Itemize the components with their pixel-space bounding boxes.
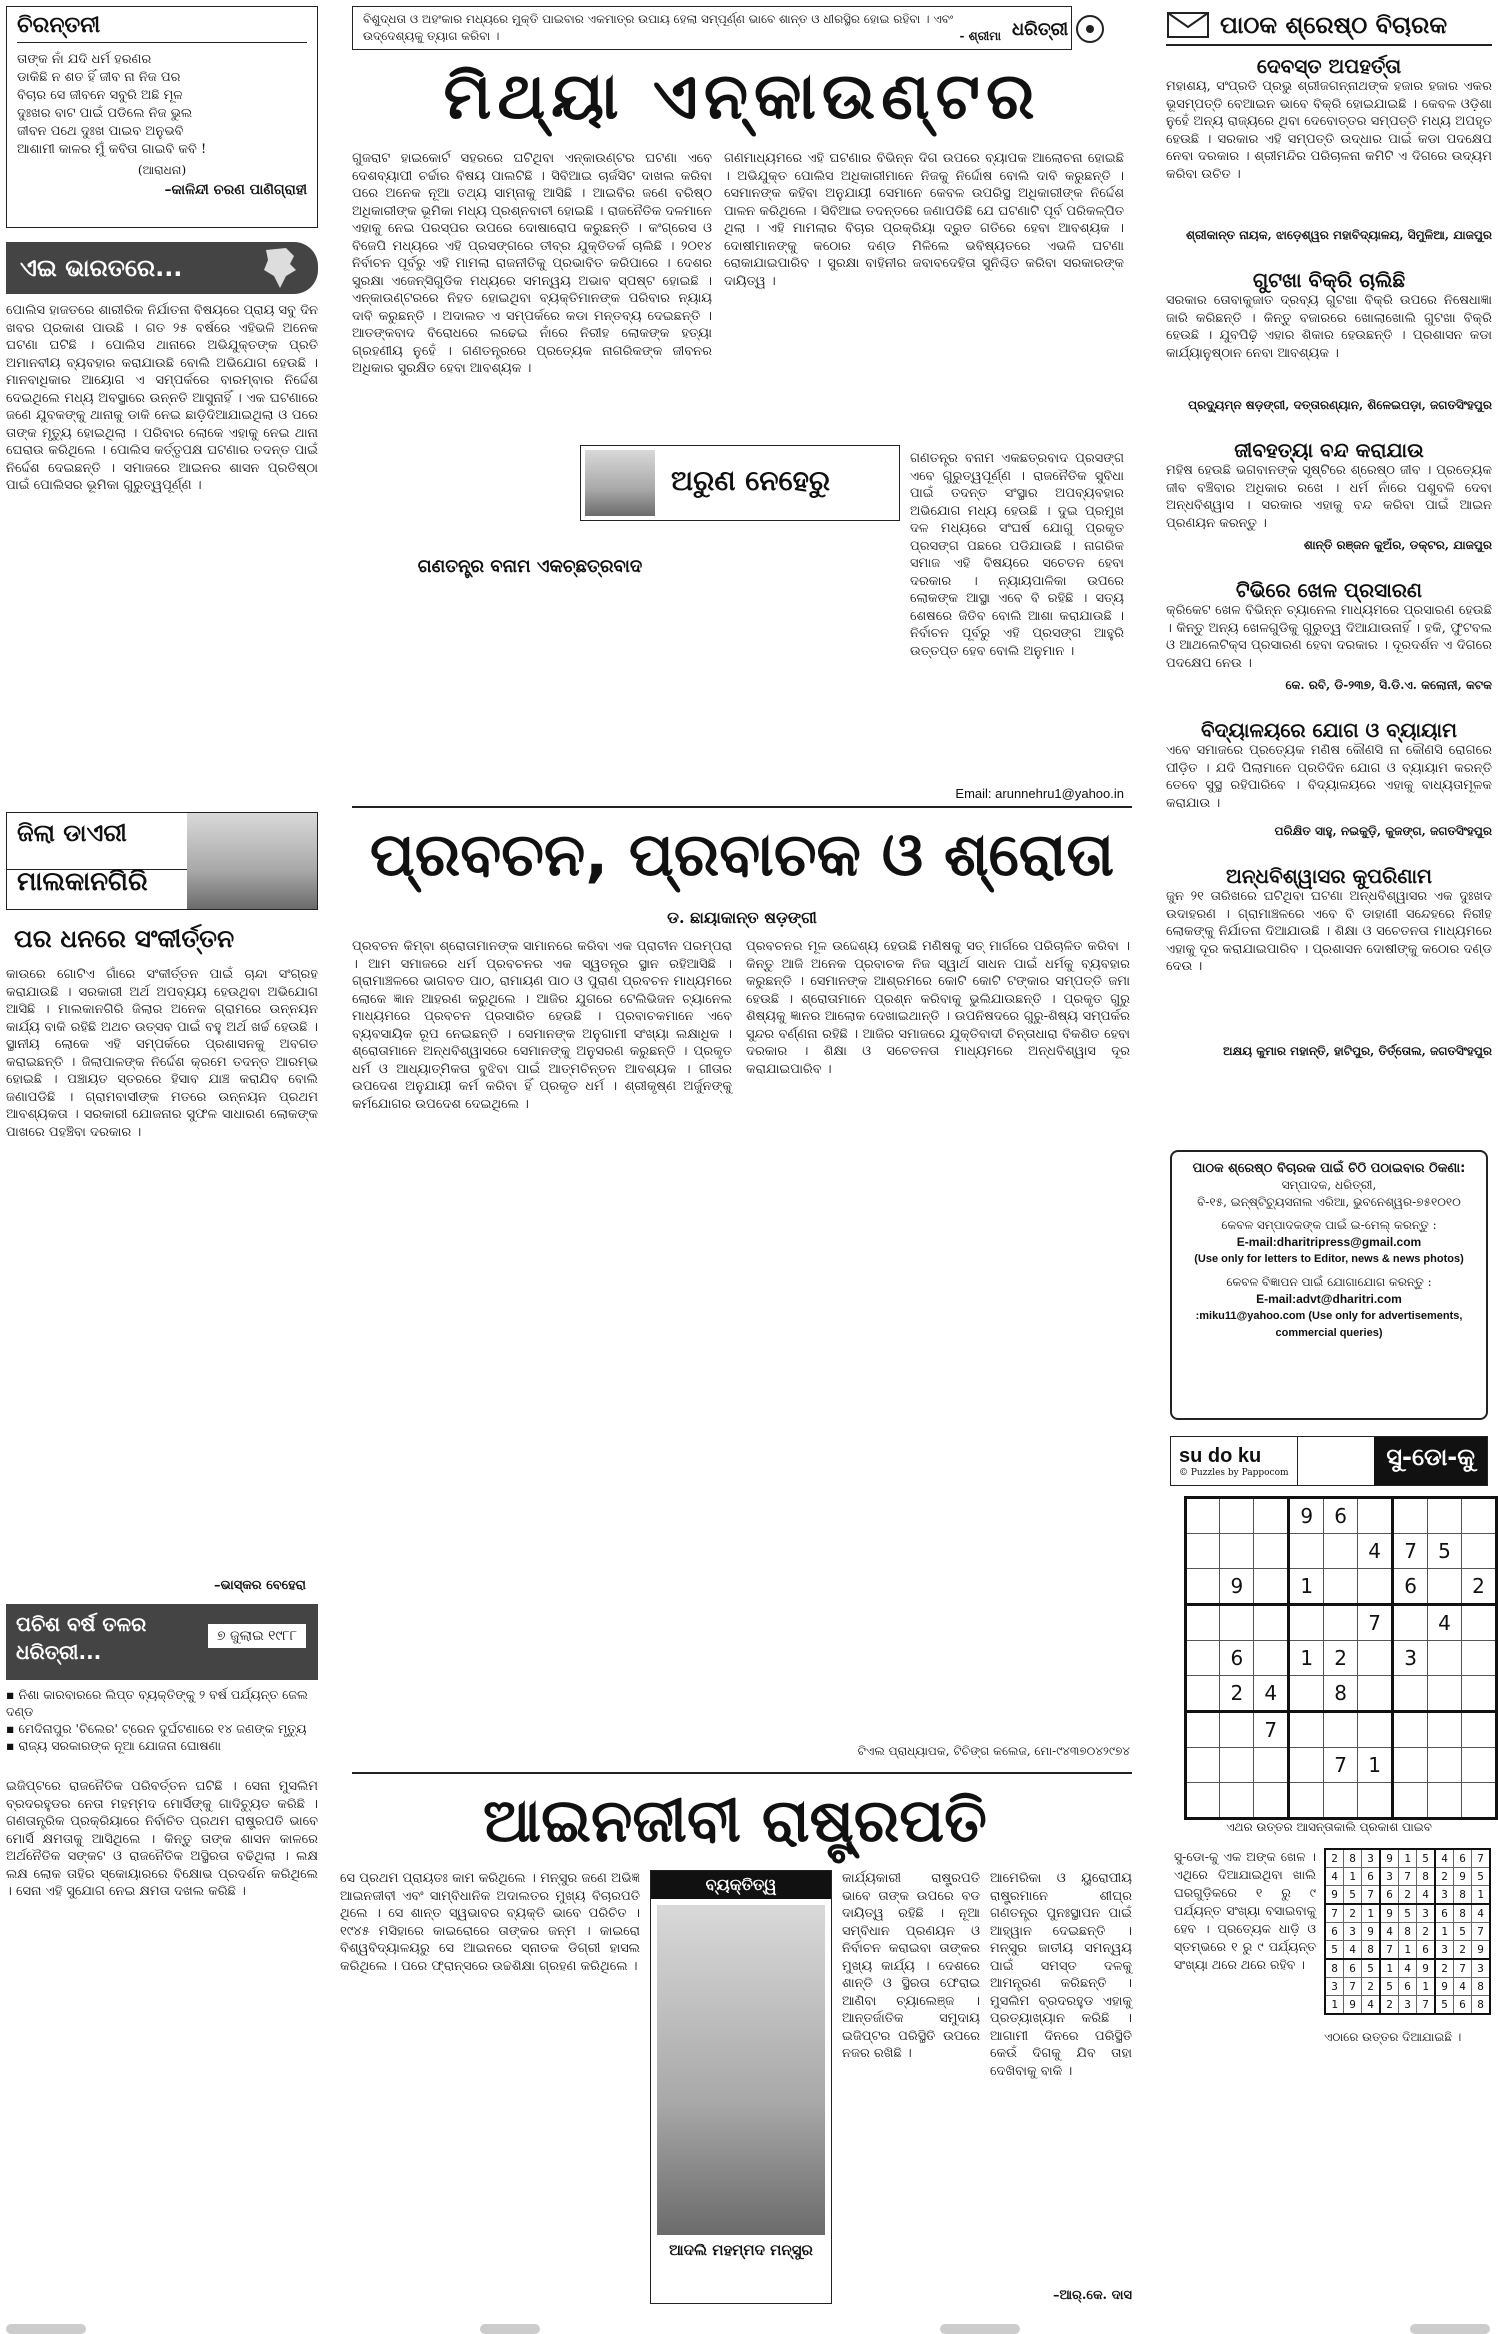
address-line: ବି-୧୫, ଇନ୍‌ଷ୍ଟିଚ୍ୟୁସନାଲ ଏରିଆ, ଭୁବନେଶ୍ୱର-୭୫୧୦୧୦ [1197,1195,1461,1209]
grid-row [1325,1868,1490,1886]
sudoku-title: ସୁ-ଡୋ-କୁ [1374,1437,1487,1485]
pachisa-item: ▪ ମେଦିନାପୁର 'ଚିଲେର' ଟ୍ରେନ ଦୁର୍ଘଟଣାରେ ୧୪ ଜଣଙ୍କ ମୃତ୍ୟୁ [6,1721,307,1736]
solution-cell: 8 [1454,1904,1472,1923]
letter-text: ଏବେ ସମାଜରେ ପ୍ରତ୍ୟେକ ମଣିଷ କୌଣସି ନା କୌଣସି ରୋଗରେ ପୀଡ଼ିତ । ଯଦି ପିଲାମାନେ ପ୍ରତିଦିନ ଯୋଗ ଓ ବ୍ୟାୟାମ କରନ୍ତି ତେବେ ସୁସ୍ଥ ରହିପାରିବେ । ବିଦ୍ୟାଳୟରେ ଏହାକୁ ବାଧ୍ୟତାମୂଳକ କରାଯାଉ । [1166,743,1497,811]
sudoku-cell[interactable] [1462,1783,1497,1819]
quote-text: ବିଶୁଦ୍ଧତା ଓ ଅହଂକାର ମଧ୍ୟରେ ମୁକ୍ତି ପାଇବାର ଏକମାତ୍ର ଉପାୟ ହେଲା ସମ୍ପୂର୍ଣ୍ଣ ଭାବେ ଶାନ୍ତ ଓ ଧୀରସ୍ଥିର ହୋଇ ରହିବା । ଏବଂ ଉଦ୍‌ଦେଶ୍ୟକୁ ତ୍ୟାଗ କରିବା । [363,12,954,43]
solution-cell: 9 [1417,1959,1436,1978]
poem-line: ଡାକିଛି ନ ଶତ ହିଁ ଜୀବ ନା ନିଜ ପର [17,70,181,85]
sudoku-cell[interactable]: 2 [1324,1641,1358,1676]
page-bottom-strip [940,2324,1020,2334]
email-editor-note: (Use only for letters to Editor, news & news photos) [1194,1253,1464,1265]
solution-cell: 4 [1435,1849,1454,1868]
solution-cell: 8 [1472,1996,1491,2015]
solution-cell: 7 [1417,1996,1436,2015]
pachisa-item: ▪ ନିଶା କାରବାରରେ ଲିପ୍ତ ବ୍ୟକ୍ତିଙ୍କୁ ୨ ବର୍ଷ ପର୍ଯ୍ୟନ୍ତ ଜେଲ ଦଣ୍ଡ [6,1687,308,1719]
solution-cell: 5 [1399,1904,1417,1923]
sudoku-cell[interactable] [1358,1783,1393,1819]
sudoku-cell[interactable] [1186,1569,1220,1605]
solution-cell: 2 [1417,1923,1436,1941]
sudoku-cell[interactable]: 2 [1220,1676,1254,1712]
ei-bharatare-banner [6,242,318,294]
solution-cell: 7 [1399,1868,1417,1886]
solution-cell: 8 [1344,1849,1362,1868]
letter-author: ଶ୍ରୀକାନ୍ତ ନାୟକ, ଝାଡ଼େଶ୍ୱର ମହାବିଦ୍ୟାଳୟ, ସିମୁଳିଆ, ଯାଜପୁର [1185,228,1492,242]
solution-cell: 1 [1344,1868,1362,1886]
sudoku-footer: ଏଠାରେ ଉତ୍ତର ଦିଆଯାଇଛି । [1324,2030,1462,2044]
solution-cell: 5 [1472,1868,1491,1886]
india-map-icon [256,246,304,290]
solution-cell: 6 [1454,1849,1472,1868]
letter-author: ପରିକ୍ଷିତ ସାହୁ, ନଇକୁଡ଼ି, କୁଜଙ୍ଗ, ଜଗତସିଂହପୁର [1274,824,1492,838]
sudoku-header [1170,1436,1488,1486]
byakti-box [650,1870,832,2304]
sudoku-cell[interactable] [1324,1569,1358,1605]
solution-cell: 4 [1344,1941,1362,1960]
third-headline: ଆଇନଜୀବୀ ରାଷ୍ଟ୍ରପତି [483,1786,987,1856]
letter-author: କେ. ରବି, ଡି-୨୩୭, ସି.ଡି.ଏ. କଲୋନୀ, କଟକ [1285,678,1492,692]
grid-row [1186,1748,1497,1783]
poem-line: ଦୁଃଖର ବାଟ ପାଇଁ ପଡିଲେ ନିଜ ଭୁଲ [17,106,193,121]
para-dhana-title: ପର ଧନରେ ସଂକୀର୍ତ୍ତନ [14,924,235,953]
chirantani-box [6,6,318,228]
letter-author: ପ୍ରଦ୍ୟୁମ୍ନ ଷଡ଼ଙ୍ଗୀ, ଦତ୍ତାରଣ୍ୟାନ, ଶିଳେଇପଡ଼ା, ଜଗତସିଂହପୁର [1188,398,1492,412]
sudoku-cell[interactable] [1393,1498,1428,1534]
solution-cell: 4 [1325,1868,1344,1886]
letter-title: ଦେବସ୍ତ ଅପହର୍ତ୍ତା [1256,54,1402,78]
quote-author: - ଶ୍ରୀମା [959,29,1001,43]
sudoku-answer-note: ଏଥର ଉତ୍ତର ଆସନ୍ତାକାଲି ପ୍ରକାଶ ପାଇବ [1226,1820,1432,1834]
grid-row [1186,1641,1497,1676]
sudoku-cell[interactable] [1289,1712,1324,1748]
sudoku-cell[interactable]: 7 [1254,1712,1289,1748]
third-end-author: –ଆର୍.କେ. ଦାସ [1052,2288,1132,2303]
second-byline: ଡ. ଛାୟାକାନ୍ତ ଷଡ଼ଙ୍ଗୀ [667,908,817,927]
letter-item [1166,438,1497,578]
sudoku-cell[interactable] [1186,1605,1220,1641]
solution-cell: 9 [1325,1886,1344,1905]
sudoku-cell[interactable]: 4 [1254,1676,1289,1712]
main-story-col1: ଗୁଜରାଟ ହାଇକୋର୍ଟ ସହରରେ ଘଟିଥିବା ଏନ୍‌କାଉଣ୍ଟର ଘଟଣା ଏବେ ଦେଶବ୍ୟାପୀ ଚର୍ଚ୍ଚାର ବିଷୟ ପାଲଟିଛି । ସିବିଆଇ ଚାର୍ଜସିଟ ଦାଖଲ କରିବା ପରେ ଅନେକ ନୂଆ ତଥ୍ୟ ସାମ୍ନାକୁ ଆସିଛି । ଆଇବିର ଜଣେ ବରିଷ୍ଠ ଅଧିକାରୀଙ୍କ ଭୂମିକା ମଧ୍ୟ ପ୍ରଶ୍ନବାଚୀ ହୋଇଛି । ରାଜନୈତିକ ଦଳମାନେ ଏହାକୁ ନେଇ ପରସ୍ପର ଉପରେ ଦୋଷାରୋପ କରୁଛନ୍ତି । କଂଗ୍ରେସ ଓ ବିଜେପି ମଧ୍ୟରେ ଏହି ପ୍ରସଙ୍ଗରେ ତୀବ୍ର ଯୁକ୍ତିତର୍କ ଚାଲିଛି । ୨୦୧୪ ନିର୍ବାଚନ ପୂର୍ବରୁ ଏହି ମାମଲା ରାଜନୀତିକୁ ପ୍ରଭାବିତ କରିପାରେ । ଦେଶର ସୁରକ୍ଷା ଏଜେନ୍ସିଗୁଡିକ ମଧ୍ୟରେ ସମନ୍ୱୟ ଅଭାବ ସ୍ପଷ୍ଟ ହୋଇଛି । ଏନ୍‌କାଉଣ୍ଟରରେ ନିହତ ହୋଇଥିବା ବ୍ୟକ୍ତିମାନଙ୍କ ପରିବାର ନ୍ୟାୟ ଦାବି କରୁଛନ୍ତି । ଅଦାଲତ ଏ ସମ୍ପର୍କରେ କଡା ମନ୍ତବ୍ୟ ଦେଇଛନ୍ତି । ଆତଙ୍କବାଦ ବିରୋଧରେ ଲଢେଇ ନାଁରେ ନିରୀହ ଲୋକଙ୍କ ହତ୍ୟା ଗ୍ରହଣୀୟ ନୁହେଁ । ଗଣତନ୍ତ୍ରରେ ପ୍ରତ୍ୟେକ ନାଗରିକଙ୍କ ଜୀବନର ଅଧିକାର ସୁରକ୍ଷିତ ହେବା ଆବଶ୍ୟକ । [352,151,717,376]
ei-bharatare-text: ପୋଲିସ ହାଜତରେ ଶାରୀରିକ ନିର୍ଯାତନା ବିଷୟରେ ପ୍ରାୟ ସବୁ ଦିନ ଖବର ପ୍ରକାଶ ପାଉଛି । ଗତ ୨୫ ବର୍ଷରେ ଏହିଭଳି ଅନେକ ଘଟଣା ଘଟିଛି । ପୋଲିସ ଥାନାରେ ଅଭିଯୁକ୍ତଙ୍କ ପ୍ରତି ଅମାନବୀୟ ବ୍ୟବହାର କରାଯାଉଛି ବୋଲି ଅଭିଯୋଗ ହେଉଛି । ମାନବାଧିକାର ଆୟୋଗ ଏ ସମ୍ପର୍କରେ ବାରମ୍ବାର ନିର୍ଦ୍ଦେଶ ଦେଇଥିଲେ ମଧ୍ୟ ଅବସ୍ଥାରେ ଉନ୍ନତି ଆସୁନାହିଁ । ଏକ ଘଟଣାରେ ଜଣେ ଯୁବକଙ୍କୁ ଥାନାକୁ ଡାକି ନେଇ ଛାଡ଼ିଦିଆଯାଇଥିଲା ଓ ପରେ ତାଙ୍କ ମୃତ୍ୟୁ ହୋଇଥିଲା । ପରିବାର ଲୋକେ ଏହାକୁ ନେଇ ଥାନା ଘେରାଉ କରିଥିଲେ । ପୋଲିସ କର୍ତ୍ତୃପକ୍ଷ ଘଟଣାର ତଦନ୍ତ ପାଇଁ ନିର୍ଦ୍ଦେଶ ଦେଇଛନ୍ତି । ସମାଜରେ ଆଇନର ଶାସନ ପ୍ରତିଷ୍ଠା ପାଇଁ ପୋଲିସର ଭୂମିକା ଗୁରୁତ୍ୱପୂର୍ଣ୍ଣ । [6,303,323,493]
solution-cell: 4 [1417,1886,1436,1905]
sudoku-grid[interactable] [1184,1496,1498,1820]
solution-cell: 4 [1472,1904,1491,1923]
sudoku-cell[interactable]: 2 [1462,1569,1497,1605]
sudoku-cell[interactable]: 4 [1358,1534,1393,1569]
sudoku-cell[interactable] [1428,1783,1462,1819]
solution-cell: 9 [1380,1904,1399,1923]
sudoku-cell[interactable] [1393,1783,1428,1819]
letter-author: ଅକ୍ଷୟ କୁମାର ମହାନ୍ତି, ହାଟିପୁର, ତିର୍ତ୍ତୋଲ, ଜଗତସିଂହପୁର [1223,1044,1492,1058]
solution-cell: 8 [1417,1868,1436,1886]
sudoku-cell[interactable] [1462,1748,1497,1783]
sudoku-cell[interactable] [1254,1783,1289,1819]
mansour-photo [657,1905,825,2235]
pachisa-item: ▪ ରାଜ୍ୟ ସରକାରଙ୍କ ନୂଆ ଯୋଜନା ଘୋଷଣା [6,1738,221,1753]
solution-cell: 6 [1435,1904,1454,1923]
address-title: ପାଠକ ଶ୍ରେଷ୍ଠ ବିଚାରକ ପାଇଁ ଚିଠି ପଠାଇବାର ଠିକଣା: [1192,1161,1466,1176]
pachisa-items [6,1686,318,1754]
sudoku-cell[interactable] [1358,1569,1393,1605]
poem-line: ତାଙ୍କ ନାଁ ଯଦି ଧର୍ମ ହରଣର [17,52,152,67]
divider [352,1772,1132,1774]
para-dhana-author: –ଭାସ୍କର ବେହେରା [214,1578,306,1593]
sudoku-cell[interactable] [1393,1605,1428,1641]
page-bottom-strip [6,2324,86,2334]
solution-cell: 3 [1417,1904,1436,1923]
dharitri-logo-text: ଧରିତ୍ରୀ [1012,18,1069,40]
solution-cell: 1 [1435,1923,1454,1941]
sudoku-brand-sub: © Puzzles by Pappocom [1179,1467,1289,1478]
solution-cell: 1 [1417,1978,1436,1996]
email-editor[interactable]: E-mail:dharitripress@gmail.com [1236,1235,1422,1249]
second-story-col1: ପ୍ରବଚନ କିମ୍ବା ଶ୍ରୋତାମାନଙ୍କ ସାମାନରେ କରିବା ଏକ ପ୍ରାଚୀନ ପରମ୍ପରା । ଆମ ସମାଜରେ ଧର୍ମ ପ୍ରବଚନର ଏକ ସ୍ୱତନ୍ତ୍ର ସ୍ଥାନ ରହିଆସିଛି । ଗ୍ରାମାଞ୍ଚଳରେ ଭାଗବତ ପାଠ, ରାମାୟଣ ପାଠ ଓ ପୁରାଣ ପ୍ରବଚନ ମାଧ୍ୟମରେ ଲୋକେ ଜ୍ଞାନ ଆହରଣ କରୁଥିଲେ । ଆଜିର ଯୁଗରେ ଟେଲିଭିଜନ ଚ୍ୟାନେଲ ମାଧ୍ୟମରେ ପ୍ରବଚନ ପ୍ରସାରିତ ହେଉଛି । ପ୍ରବାଚକମାନେ ଏବେ ବ୍ୟବସାୟିକ ରୂପ ନେଇଛନ୍ତି । ସେମାନଙ୍କ ଅନୁଗାମୀ ସଂଖ୍ୟା ଲକ୍ଷାଧିକ । ଶ୍ରୋତାମାନେ ଅନ୍ଧବିଶ୍ୱାସରେ ସେମାନଙ୍କୁ ଅନୁସରଣ କରୁଛନ୍ତି । ପ୍ରକୃତ ଧର୍ମ ଓ ଆଧ୍ୟାତ୍ମିକତା ବୁଝିବା ପାଇଁ ଆତ୍ମଚିନ୍ତନ ଆବଶ୍ୟକ । ଗୀତାର ଉପଦେଶ ଅନୁଯାୟୀ କର୍ମ କରିବା ହିଁ ପ୍ରକୃତ ଧର୍ମ । ଶ୍ରୀକୃଷ୍ଣ ଅର୍ଜୁନଙ୍କୁ କର୍ମଯୋଗର ଉପଦେଶ ଦେଇଥିଲେ । [352,939,737,1112]
grid-row [1325,1886,1490,1905]
sudoku-cell[interactable] [1254,1569,1289,1605]
sudoku-cell[interactable] [1220,1498,1254,1534]
page-bottom-strip [1410,2324,1490,2334]
sudoku-cell[interactable] [1358,1498,1393,1534]
sudoku-cell[interactable] [1462,1676,1497,1712]
poem-source: (ଆରାଧନା) [137,163,187,177]
sudoku-cell[interactable] [1220,1748,1254,1783]
solution-cell: 3 [1325,1978,1344,1996]
sudoku-cell[interactable] [1186,1676,1220,1712]
sudoku-cell[interactable]: 3 [1393,1641,1428,1676]
sudoku-cell[interactable]: 1 [1358,1748,1393,1783]
email-advt-2[interactable]: :miku11@yahoo.com (Use only for advertisements, commercial queries) [1195,1310,1463,1339]
solution-cell: 9 [1472,1941,1491,1960]
chirantani-title: ଚିରନ୍ତନୀ [17,13,307,43]
solution-cell: 9 [1362,1923,1381,1941]
poem-line: ବିଚାର ସେ ଜୀବନେ ସବୁରି ଅଛି ମୂଳ [17,88,183,103]
letter-item [1166,718,1497,864]
solution-cell: 5 [1454,1923,1472,1941]
sudoku-cell[interactable] [1186,1641,1220,1676]
solution-grid [1324,1848,1491,2015]
grid-row [1186,1534,1497,1569]
grid-row [1186,1676,1497,1712]
grid-row [1325,1941,1490,1960]
grid-row [1186,1569,1497,1605]
sudoku-cell[interactable]: 7 [1324,1748,1358,1783]
solution-cell: 7 [1325,1904,1344,1923]
grid-row [1186,1712,1497,1748]
zilla-name: ମାଲକାନଗିରି [17,867,148,897]
sudoku-cell[interactable] [1289,1748,1324,1783]
sudoku-cell[interactable] [1324,1534,1358,1569]
second-headline: ପ୍ରବଚନ, ପ୍ରବାଚକ ଓ ଶ୍ରୋତା [369,820,1115,890]
solution-cell: 1 [1380,1959,1399,1978]
sudoku-cell[interactable] [1220,1605,1254,1641]
solution-cell: 7 [1362,1886,1381,1905]
solution-cell: 5 [1325,1941,1344,1960]
sudoku-cell[interactable] [1254,1605,1289,1641]
letters-list [1166,54,1497,1084]
sudoku-cell[interactable] [1462,1498,1497,1534]
grid-row [1186,1605,1497,1641]
sudoku-cell[interactable] [1289,1605,1324,1641]
sudoku-cell[interactable]: 6 [1220,1641,1254,1676]
sudoku-cell[interactable] [1186,1712,1220,1748]
letter-text: ଜୁନ ୨୧ ତାରିଖରେ ଘଟିଥିବା ଘଟଣା ଅନ୍ଧବିଶ୍ୱାସର ଏକ ଦୁଃଖଦ ଉଦାହରଣ । ଗ୍ରାମାଞ୍ଚଳରେ ଏବେ ବି ଡାହାଣୀ ସନ୍ଦେହରେ ନିରୀହ ଲୋକଙ୍କୁ ନିର୍ଯାତନା ଦିଆଯାଉଛି । ଶିକ୍ଷା ଓ ସଚେତନତା ମାଧ୍ୟମରେ ଏହାକୁ ଦୂର କରାଯାଇପାରିବ । ପ୍ରଶାସନ ଦୋଷୀଙ୍କୁ କଠୋର ଦଣ୍ଡ ଦେଉ । [1166,889,1497,974]
sudoku-cell[interactable]: 4 [1428,1605,1462,1641]
poem-author: –କାଳିନ୍ଦୀ ଚରଣ ପାଣିଗ୍ରାହୀ [164,182,307,198]
divider [352,806,1132,808]
sudoku-cell[interactable] [1254,1534,1289,1569]
solution-cell: 2 [1435,1868,1454,1886]
grid-row [1325,1959,1490,1978]
sudoku-cell[interactable] [1324,1605,1358,1641]
sudoku-cell[interactable] [1289,1534,1324,1569]
letter-title: ବିଦ୍ୟାଳୟରେ ଯୋଗ ଓ ବ୍ୟାୟାମ [1200,718,1458,742]
third-story-col2: ସେ ପ୍ରଥମ ପ୍ରାୟତଃ କାମ କରିଥିଲେ । ମନ୍ସୁର ଜଣେ ଅଭିଜ୍ଞ ଆଇନଜୀବୀ ଏବଂ ସାମ୍ବିଧାନିକ ଅଦାଲତର ମୁଖ୍ୟ ବିଚାରପତି ଥିଲେ । ସେ ଶାନ୍ତ ସ୍ୱଭାବର ବ୍ୟକ୍ତି ଭାବେ ପରିଚିତ । ୧୯୪୫ ମସିହାରେ କାଇରୋରେ ତାଙ୍କର ଜନ୍ମ । କାଇରୋ ବିଶ୍ୱବିଦ୍ୟାଳୟରୁ ସେ ଆଇନରେ ସ୍ନାତକ ଡିଗ୍ରୀ ହାସଲ କରିଥିଲେ । ପରେ ଫ୍ରାନ୍ସରେ ଉଚ୍ଚଶିକ୍ଷା ଗ୍ରହଣ କରିଥିଲେ । [340,1871,645,1974]
sudoku-cell[interactable] [1186,1498,1220,1534]
sudoku-cell[interactable]: 6 [1324,1498,1358,1534]
solution-cell: 5 [1362,1959,1381,1978]
main-subhead: ଗଣତନ୍ତ୍ର ବନାମ ଏକଚ୍ଛତ୍ରବାଦ [417,556,643,577]
sudoku-cell[interactable] [1428,1498,1462,1534]
author-photo [585,450,655,516]
zilla-diary-banner [6,812,318,910]
sudoku-cell[interactable]: 8 [1324,1676,1358,1712]
sudoku-brand [1171,1437,1298,1485]
grid-row [1325,1978,1490,1996]
solution-cell: 3 [1362,1849,1381,1868]
para-dhana-text: କାଉରେ ଗୋଟିଏ ଗାଁରେ ସଂକୀର୍ତ୍ତନ ପାଇଁ ଚାନ୍ଦା ସଂଗ୍ରହ କରାଯାଉଛି । ସରକାରୀ ଅର୍ଥ ଅପବ୍ୟୟ ହେଉଥିବା ଅଭିଯୋଗ ଆସିଛି । ମାଲକାନଗିରି ଜିଲାର ଅନେକ ଗ୍ରାମରେ ଉନ୍ନୟନ କାର୍ଯ୍ୟ ବାକି ରହିଛି ଅଥଚ ଉତ୍ସବ ପାଇଁ ବହୁ ଅର୍ଥ ଖର୍ଚ୍ଚ ହେଉଛି । ସ୍ଥାନୀୟ ଲୋକେ ଏହି ସମ୍ପର୍କରେ ପ୍ରଶାସନକୁ ଅବଗତ କରାଇଛନ୍ତି । ଜିଲାପାଳଙ୍କ ନିର୍ଦ୍ଦେଶ କ୍ରମେ ତଦନ୍ତ ଆରମ୍ଭ ହୋଇଛି । ପଞ୍ଚାୟତ ସ୍ତରରେ ହିସାବ ଯାଞ୍ଚ କରାଯିବ ବୋଲି ଜଣାପଡିଛି । ଗ୍ରାମବାସୀଙ୍କ ମତରେ ଉନ୍ନୟନ ପ୍ରଥମ ଆବଶ୍ୟକତା । ସରକାରୀ ଯୋଜନାର ସୁଫଳ ସାଧାରଣ ଲୋକଙ୍କ ପାଖରେ ପହଞ୍ଚିବା ଦରକାର । [6,967,323,1140]
solution-cell: 3 [1435,1886,1454,1905]
readers-header-title: ପାଠକ ଶ୍ରେଷ୍ଠ ବିଚାରକ [1220,11,1448,39]
pachisa-date: ୭ ଜୁଲାଇ ୧୯୮୮ [208,1624,306,1648]
sudoku-cell[interactable] [1186,1748,1220,1783]
solution-cell: 5 [1344,1886,1362,1905]
solution-cell: 2 [1380,1996,1399,2015]
sudoku-puzzle [1184,1496,1498,1820]
poem-line: ଜୀବନ ପଥେ ଦୁଃଖ ପାଇବ ଅନୁଭବି [17,124,184,139]
grid-row [1186,1498,1497,1534]
sudoku-cell[interactable]: 7 [1358,1605,1393,1641]
letter-text: ସରକାର ତୋବାକୁଜାତ ଦ୍ରବ୍ୟ ଗୁଟଖା ବିକ୍ରି ଉପରେ ନିଷେଧାଜ୍ଞା ଜାରି କରିଛନ୍ତି । କିନ୍ତୁ ବଜାରରେ ଖୋଲାଖୋଲି ଗୁଟଖା ବିକ୍ରି ହେଉଛି । ଯୁବପିଢ଼ି ଏହାର ଶିକାର ହେଉଛନ୍ତି । ପ୍ରଶାସନ କଡା କାର୍ଯ୍ୟାନୁଷ୍ଠାନ ନେବା ଆବଶ୍ୟକ । [1166,293,1497,361]
letter-text: ମହାଶୟ, ସଂପ୍ରତି ପ୍ରଭୁ ଶ୍ରୀଜଗନ୍ନାଥଙ୍କ ହଜାର ହଜାର ଏକର ଭୂସମ୍ପତ୍ତି ବେଆଇନ ଭାବେ ବିକ୍ରି ହୋଇଯାଇଛି । କେବଳ ଓଡ଼ିଶା ନୁହେଁ ଅନ୍ୟ ରାଜ୍ୟରେ ଥିବା ଦେବୋତ୍ତର ସମ୍ପତ୍ତି ମଧ୍ୟ ଅପହୃତ ହେଉଛି । ସରକାର ଏହି ସମ୍ପତ୍ତି ଉଦ୍ଧାର ପାଇଁ କଡା ପଦକ୍ଷେପ ନେବା ଦରକାର । ଶ୍ରୀମନ୍ଦିର ପରିଚାଳନା କମିଟି ଏ ଦିଗରେ ଉଦ୍ୟମ କରିବା ଉଚିତ । [1166,79,1497,182]
solution-cell: 1 [1362,1904,1381,1923]
solution-cell: 3 [1472,1959,1491,1978]
solution-cell: 2 [1454,1941,1472,1960]
letter-author: ଶାନ୍ତି ରଞ୍ଜନ କୁଅଁର, ଡକ୍ଟର, ଯାଜପୁର [1303,538,1492,552]
sudoku-cell[interactable] [1358,1676,1393,1712]
second-author-note: ଟିଏଲ ପ୍ରାଧ୍ୟାପକ, ଟିଚିଙ୍ଗ କଲେଜ, ମୋ-୯୪୩୭୦୪୨୯୭୪ [857,1744,1130,1758]
wheel-icon [1074,13,1106,45]
solution-cell: 5 [1380,1978,1399,1996]
email-label: କେବଳ ସମ୍ପାଦକଙ୍କ ପାଇଁ ଇ-ମେଲ୍ କରନ୍ତୁ : [1221,1218,1437,1232]
grid-row [1325,1904,1490,1923]
sudoku-cell[interactable] [1462,1712,1497,1748]
solution-cell: 6 [1417,1941,1436,1960]
letter-item [1166,578,1497,718]
solution-cell: 3 [1435,1941,1454,1960]
solution-cell: 9 [1435,1978,1454,1996]
solution-cell: 2 [1435,1959,1454,1978]
solution-cell: 5 [1435,1996,1454,2015]
solution-cell: 8 [1454,1886,1472,1905]
second-story-col2: ପ୍ରବଚନର ମୂଳ ଉଦ୍ଦେଶ୍ୟ ହେଉଛି ମଣିଷକୁ ସତ୍ ମାର୍ଗରେ ପରିଚାଳିତ କରିବା । କିନ୍ତୁ ଆଜି ଅନେକ ପ୍ରବାଚକ ନିଜ ସ୍ୱାର୍ଥ ସାଧନ ପାଇଁ ଧର୍ମକୁ ବ୍ୟବହାର କରୁଛନ୍ତି । ସେମାନଙ୍କ ଆଶ୍ରମରେ କୋଟି କୋଟି ଟଙ୍କାର ସମ୍ପତ୍ତି ଜମା ହେଉଛି । ଶ୍ରୋତାମାନେ ପ୍ରଶ୍ନ କରିବାକୁ ଭୁଲିଯାଉଛନ୍ତି । ପ୍ରକୃତ ଗୁରୁ ଶିଷ୍ୟକୁ ଜ୍ଞାନର ଆଲୋକ ଦେଖାଇଥାନ୍ତି । ଉପନିଷଦରେ ଗୁରୁ-ଶିଷ୍ୟ ସମ୍ପର୍କର ସୁନ୍ଦର ବର୍ଣ୍ଣନା ରହିଛି । ଆଜିର ସମାଜରେ ଯୁକ୍ତିବାଦୀ ଚିନ୍ତାଧାରା ବିକଶିତ ହେବା ଦରକାର । ଶିକ୍ଷା ଓ ସଚେତନତା ମାଧ୍ୟମରେ ଅନ୍ଧବିଶ୍ୱାସ ଦୂର କରାଯାଇପାରିବ । [746,939,1135,1077]
solution-cell: 2 [1325,1849,1344,1868]
sudoku-cell[interactable] [1324,1712,1358,1748]
main-email: Email: arunnehru1@yahoo.in [955,786,1124,801]
sudoku-cell[interactable]: 1 [1289,1641,1324,1676]
solution-cell: 7 [1472,1923,1491,1941]
letter-text: ମହିଷ ହେଉଛି ଭଗବାନଙ୍କ ସୃଷ୍ଟିରେ ଶ୍ରେଷ୍ଠ ଜୀବ । ପ୍ରତ୍ୟେକ ଜୀବ ବଞ୍ଚିବାର ଅଧିକାର ରଖେ । ଧର୍ମ ନାଁରେ ପଶୁବଳି ଦେବା ଅନ୍ଧବିଶ୍ୱାସ । ସରକାର ଏହାକୁ ବନ୍ଦ କରିବା ପାଇଁ ଆଇନ ପ୍ରଣୟନ କରନ୍ତୁ । [1166,463,1497,531]
pachisa-title: ପଚିଶ ବର୍ଷ ତଳର ଧରିତ୍ରୀ... [16,1612,147,1664]
solution-cell: 4 [1399,1959,1417,1978]
third-story-col3: କାର୍ଯ୍ୟକାରୀ ରାଷ୍ଟ୍ରପତି ଭାବେ ତାଙ୍କ ଉପରେ ବଡ ଦାୟିତ୍ୱ ରହିଛି । ନୂଆ ସମ୍ବିଧାନ ପ୍ରଣୟନ ଓ ନିର୍ବାଚନ କରାଇବା ତାଙ୍କର ମୁଖ୍ୟ କାର୍ଯ୍ୟ । ଦେଶରେ ଶାନ୍ତି ଓ ସ୍ଥିରତା ଫେରାଇ ଆଣିବା ଚ୍ୟାଲେଞ୍ଜ । ଆନ୍ତର୍ଜାତିକ ସମୁଦାୟ ଇଜିପ୍ଟର ପରିସ୍ଥିତି ଉପରେ ନଜର ରଖିଛି । [842,1871,985,2061]
solution-cell: 6 [1325,1923,1344,1941]
sudoku-solution [1324,1848,1491,2015]
grid-row [1186,1783,1497,1819]
author-name: ଅରୁଣ ନେହେରୁ [671,464,831,497]
grid-row [1325,1923,1490,1941]
solution-cell: 4 [1454,1978,1472,1996]
solution-cell: 3 [1399,1996,1417,2015]
solution-cell: 8 [1472,1978,1491,1996]
sudoku-cell[interactable] [1428,1569,1462,1605]
solution-cell: 7 [1454,1959,1472,1978]
address-line: ସମ୍ପାଦକ, ଧରିତ୍ରୀ, [1281,1178,1377,1192]
solution-cell: 8 [1325,1959,1344,1978]
sudoku-rules: ସୁ-ଡୋ-କୁ ଏକ ଅଙ୍କ ଖେଳ । ଏଥିରେ ଦିଆଯାଇଥିବା ଖାଲି ଘରଗୁଡ଼ିକରେ ୧ ରୁ ୯ ପର୍ଯ୍ୟନ୍ତ ସଂଖ୍ୟା ବସାଇବାକୁ ହେବ । ପ୍ରତ୍ୟେକ ଧାଡ଼ି ଓ ସ୍ତମ୍ଭରେ ୧ ରୁ ୯ ପର୍ଯ୍ୟନ୍ତ ସଂଖ୍ୟା ଥରେ ଥରେ ରହିବ । [1174,1849,1320,1972]
solution-cell: 8 [1362,1941,1381,1960]
sudoku-cell[interactable] [1289,1783,1324,1819]
letter-item [1166,54,1497,268]
sudoku-cell[interactable]: 9 [1289,1498,1324,1534]
sudoku-cell[interactable] [1186,1783,1220,1819]
zilla-photo [187,813,317,909]
letter-title: ଗୁଟଖା ବିକ୍ରି ଚାଲିଛି [1252,268,1406,292]
sudoku-cell[interactable] [1324,1783,1358,1819]
sudoku-brand-text: su do ku [1179,1444,1262,1467]
sudoku-cell[interactable]: 5 [1428,1534,1462,1569]
sudoku-cell[interactable] [1220,1783,1254,1819]
solution-cell: 6 [1399,1978,1417,1996]
page-bottom-strip [480,2324,540,2334]
solution-cell: 3 [1380,1868,1399,1886]
solution-cell: 9 [1380,1849,1399,1868]
envelope-icon [1166,9,1212,41]
solution-cell: 6 [1362,1868,1381,1886]
solution-cell: 5 [1417,1849,1436,1868]
quote-box [352,6,1072,50]
sudoku-cell[interactable]: 9 [1220,1569,1254,1605]
sudoku-cell[interactable] [1254,1641,1289,1676]
sudoku-cell[interactable] [1462,1534,1497,1569]
sudoku-cell[interactable] [1254,1498,1289,1534]
solution-cell: 6 [1344,1959,1362,1978]
email-advt[interactable]: E-mail:advt@dharitri.com [1256,1292,1402,1306]
sudoku-cell[interactable] [1462,1641,1497,1676]
solution-cell: 7 [1380,1941,1399,1960]
sudoku-cell[interactable] [1358,1641,1393,1676]
solution-cell: 2 [1399,1886,1417,1905]
solution-cell: 4 [1362,1996,1381,2015]
main-story-col3: ଗଣତନ୍ତ୍ର ବନାମ ଏକଛତ୍ରବାଦ ପ୍ରସଙ୍ଗ ଏବେ ଗୁରୁତ୍ୱପୂର୍ଣ୍ଣ । ରାଜନୈତିକ ସୁବିଧା ପାଇଁ ତଦନ୍ତ ସଂସ୍ଥାର ଅପବ୍ୟବହାର ଅଭିଯୋଗ ମଧ୍ୟ ହେଉଛି । ଦୁଇ ପ୍ରମୁଖ ଦଳ ମଧ୍ୟରେ ସଂଘର୍ଷ ଯୋଗୁ ପ୍ରକୃତ ପ୍ରସଙ୍ଗ ପଛରେ ପଡିଯାଉଛି । ନାଗରିକ ସମାଜ ଏହି ବିଷୟରେ ସଚେତନ ହେବା ଦରକାର । ନ୍ୟାୟପାଳିକା ଉପରେ ଲୋକଙ୍କ ଆସ୍ଥା ଏବେ ବି ରହିଛି । ସତ୍ୟ ଶେଷରେ ଜିତିବ ବୋଲି ଆଶା କରାଯାଉଛି । ନିର୍ବାଚନ ପୂର୍ବରୁ ଏହି ପ୍ରସଙ୍ଗ ଆହୁରି ଉତ୍ତପ୍ତ ହେବ ବୋଲି ଅନୁମାନ । [910,451,1129,659]
sudoku-cell[interactable] [1428,1748,1462,1783]
letter-title: ଟିଭିରେ ଖେଳ ପ୍ରସାରଣ [1235,578,1423,602]
sudoku-cell[interactable] [1254,1748,1289,1783]
grid-row [1325,1996,1490,2015]
solution-cell: 6 [1380,1886,1399,1905]
solution-cell: 9 [1454,1868,1472,1886]
sudoku-cell[interactable] [1393,1712,1428,1748]
sudoku-cell[interactable] [1462,1605,1497,1641]
solution-cell: 7 [1344,1978,1362,1996]
third-story-col4: ଆମେରିକା ଓ ୟୁରୋପୀୟ ରାଷ୍ଟ୍ରମାନେ ଶୀଘ୍ର ଗଣତନ୍ତ୍ର ପୁନଃସ୍ଥାପନ ପାଇଁ ଆହ୍ୱାନ ଦେଇଛନ୍ତି । ମନ୍ସୁର ଜାତୀୟ ସମନ୍ୱୟ ପାଇଁ ସମସ୍ତ ଦଳକୁ ଆମନ୍ତ୍ରଣ କରିଛନ୍ତି । ମୁସଲିମ ବ୍ରଦରହୁଡ ଏହାକୁ ପ୍ରତ୍ୟାଖ୍ୟାନ କରିଛି । ଆଗାମୀ ଦିନରେ ପରିସ୍ଥିତି କେଉଁ ଦିଗକୁ ଯିବ ତାହା ଦେଖିବାକୁ ବାକି । [990,1871,1137,2079]
solution-cell: 1 [1399,1849,1417,1868]
sudoku-cell[interactable] [1428,1712,1462,1748]
solution-cell: 8 [1399,1923,1417,1941]
letter-text: କ୍ରିକେଟ ଖେଳ ବିଭିନ୍ନ ଚ୍ୟାନେଲ ମାଧ୍ୟମରେ ପ୍ରସାରଣ ହେଉଛି । କିନ୍ତୁ ଅନ୍ୟ ଖେଳଗୁଡିକୁ ଗୁରୁତ୍ୱ ଦିଆଯାଉନାହିଁ । ହକି, ଫୁଟବଲ ଓ ଆଥଲେଟିକ୍ସ ପ୍ରସାରଣ ହେବା ଦରକାର । ଦୂରଦର୍ଶନ ଏ ଦିଗରେ ପଦକ୍ଷେପ ନେଉ । [1166,603,1497,671]
author-box [580,445,900,521]
solution-cell: 7 [1472,1849,1491,1868]
sudoku-cell[interactable]: 1 [1289,1569,1324,1605]
letter-item [1166,268,1497,438]
poem-lines [17,51,307,159]
sudoku-cell[interactable] [1289,1676,1324,1712]
solution-cell: 1 [1399,1941,1417,1960]
solution-cell: 2 [1362,1978,1381,1996]
sudoku-cell[interactable] [1220,1534,1254,1569]
readers-header [1166,6,1492,46]
letter-title: ଅନ୍ଧବିଶ୍ୱାସର କୁପରିଣାମ [1226,864,1432,888]
main-story-col2: ଗଣମାଧ୍ୟମରେ ଏହି ଘଟଣାର ବିଭିନ୍ନ ଦିଗ ଉପରେ ବ୍ୟାପକ ଆଲୋଚନା ହୋଇଛି । ଅଭିଯୁକ୍ତ ପୋଲିସ ଅଧିକାରୀମାନେ ନିଜକୁ ନିର୍ଦ୍ଦୋଷ ବୋଲି ଦାବି କରୁଛନ୍ତି । ସେମାନଙ୍କ କହିବା ଅନୁଯାୟୀ ସେମାନେ କେବଳ ଉପରିସ୍ଥ ଅଧିକାରୀଙ୍କ ନିର୍ଦ୍ଦେଶ ପାଳନ କରିଥିଲେ । ସିବିଆଇ ତଦନ୍ତରେ ଜଣାପଡିଛି ଯେ ଘଟଣାଟି ପୂର୍ବ ପରିକଳ୍ପିତ ଥିଲା । ଏହି ମାମଲାର ବିଚାର ପ୍ରକ୍ରିୟା ଦ୍ରୁତ ଗତିରେ ହେବା ଆବଶ୍ୟକ । ଦୋଷୀମାନଙ୍କୁ କଠୋର ଦଣ୍ଡ ମିଳିଲେ ଭବିଷ୍ୟତରେ ଏଭଳି ଘଟଣା ରୋକାଯାଇପାରିବ । ସୁରକ୍ଷା ବାହିନୀର ଜବାବଦେହିତା ସୁନିଶ୍ଚିତ କରିବା ସରକାରଙ୍କ ଦାୟିତ୍ୱ । [724,151,1129,289]
sudoku-cell[interactable] [1428,1641,1462,1676]
solution-cell: 1 [1472,1886,1491,1905]
solution-cell: 2 [1344,1904,1362,1923]
address-box [1170,1150,1488,1420]
dharitri-logo [1012,10,1112,48]
sudoku-cell[interactable] [1358,1712,1393,1748]
solution-cell: 4 [1380,1923,1399,1941]
solution-cell: 1 [1325,1996,1344,2015]
letter-item [1166,864,1497,1084]
adv-label: କେବଳ ବିଜ୍ଞାପନ ପାଇଁ ଯୋଗାଯୋଗ କରନ୍ତୁ : [1226,1275,1432,1289]
sudoku-cell[interactable] [1393,1676,1428,1712]
zilla-diary-title: ଜିଲା ଡାଏରୀ [7,813,205,870]
sudoku-cell[interactable] [1220,1712,1254,1748]
grid-row [1325,1849,1490,1868]
sudoku-cell[interactable] [1186,1534,1220,1569]
ei-bharatare-title: ଏଇ ଭାରତରେ... [20,254,183,282]
solution-cell: 9 [1344,1996,1362,2015]
sudoku-cell[interactable]: 6 [1393,1569,1428,1605]
poem-line: ଆଶାମୀ କାଳର ମୁଁ କବିତା ଗାଇବି କବି ! [17,142,207,157]
letter-title: ଜୀବହତ୍ୟା ବନ୍ଦ କରାଯାଉ [1234,438,1424,462]
pachisa-banner [6,1604,318,1680]
byakti-label: ବ୍ୟକ୍ତିତ୍ୱ [651,1871,831,1899]
solution-cell: 6 [1454,1996,1472,2015]
sudoku-cell[interactable] [1428,1676,1462,1712]
photo-caption: ଆଦଲି ମହମ୍ମଦ ମନ୍ସୁର [669,2241,813,2259]
third-story-col1: ଇଜିପ୍ଟରେ ରାଜନୈତିକ ପରିବର୍ତ୍ତନ ଘଟିଛି । ସେନା ମୁସଲିମ ବ୍ରଦରହୁଡର ନେତା ମହମ୍ମଦ ମୋର୍ସିଙ୍କୁ ଗାଦିଚ୍ୟୁତ କରିଛି । ଗଣତାନ୍ତ୍ରିକ ପ୍ରକ୍ରିୟାରେ ନିର୍ବାଚିତ ପ୍ରଥମ ରାଷ୍ଟ୍ରପତି ଭାବେ ମୋର୍ସି କ୍ଷମତାକୁ ଆସିଥିଲେ । କିନ୍ତୁ ତାଙ୍କ ଶାସନ କାଳରେ ଅର୍ଥନୈତିକ ସଙ୍କଟ ଓ ରାଜନୈତିକ ଅସ୍ଥିରତା ବଢିଥିଲା । ଲକ୍ଷ ଲକ୍ଷ ଲୋକ ତାହିର ସ୍କୋୟାରରେ ବିକ୍ଷୋଭ ପ୍ରଦର୍ଶନ କରିଥିଲେ । ସେନା ଏହି ସୁଯୋଗ ନେଇ କ୍ଷମତା ଦଖଲ କରିଛି । [6,1779,323,1899]
solution-cell: 3 [1344,1923,1362,1941]
sudoku-cell[interactable] [1393,1748,1428,1783]
sudoku-cell[interactable]: 7 [1393,1534,1428,1569]
main-headline: ମିଥ୍ୟା ଏନ୍‌କାଉଣ୍ଟର [443,60,1041,134]
